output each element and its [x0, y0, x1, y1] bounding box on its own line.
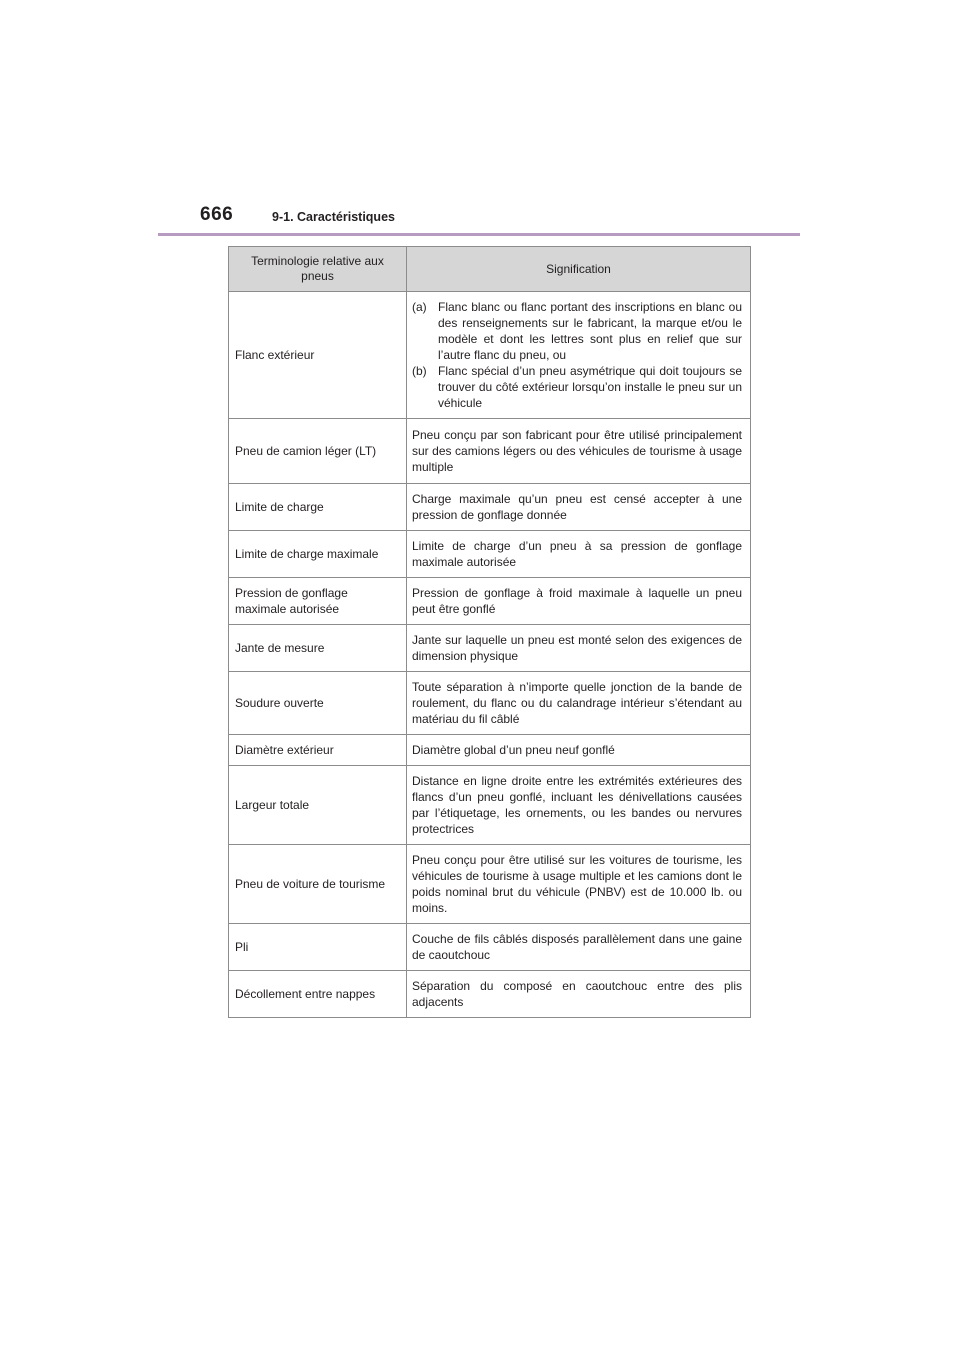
term-cell: Diamètre extérieur: [229, 735, 407, 766]
meaning-cell: Pression de gonflage à froid maximale à laquelle un pneu peut être gonflé: [407, 578, 751, 625]
list-item: [412, 363, 742, 411]
term-cell: Limite de charge: [229, 484, 407, 531]
meaning-cell: Pneu conçu par son fabricant pour être utilisé principalement sur des camions légers ou des véhicules de tourisme à usage multiple: [407, 419, 751, 484]
table-row: [229, 419, 751, 484]
meaning-cell: Pneu conçu pour être utilisé sur les voitures de tourisme, les véhicules de tourisme à usage multiple et les camions dont le poids nominal brut du véhicule (PNBV) est de 10.000 lb. ou moins.: [407, 845, 751, 924]
table-row: [229, 292, 751, 419]
table-row: [229, 625, 751, 672]
meaning-cell: Limite de charge d’un pneu à sa pression de gonflage maximale autorisée: [407, 531, 751, 578]
list-item-text: Flanc spécial d’un pneu asymétrique qui doit toujours se trouver du côté extérieur lorsqu’on installe le pneu sur un véhicule: [438, 364, 742, 410]
term-cell: Décollement entre nappes: [229, 971, 407, 1018]
term-cell: Flanc extérieur: [229, 292, 407, 419]
term-cell: Pneu de camion léger (LT): [229, 419, 407, 484]
table-row: [229, 766, 751, 845]
meaning-cell: Diamètre global d’un pneu neuf gonflé: [407, 735, 751, 766]
column-header-term: Terminologie relative aux pneus: [229, 247, 407, 292]
meaning-cell: Jante sur laquelle un pneu est monté selon des exigences de dimension physique: [407, 625, 751, 672]
term-cell: Soudure ouverte: [229, 672, 407, 735]
table-row: [229, 484, 751, 531]
term-cell: Largeur totale: [229, 766, 407, 845]
meaning-cell: Toute séparation à n’importe quelle jonction de la bande de roulement, du flanc ou du calandrage intérieur s’étendant au matériau du fil câblé: [407, 672, 751, 735]
list-marker: (b): [412, 364, 427, 378]
page-header: [158, 204, 800, 234]
page-number: 666: [200, 204, 234, 225]
meaning-cell: [407, 292, 751, 419]
table-row: [229, 971, 751, 1018]
table-row: [229, 924, 751, 971]
term-cell: Pli: [229, 924, 407, 971]
column-header-meaning: Signification: [407, 247, 751, 292]
list-item: [412, 299, 742, 363]
meaning-cell: Charge maximale qu’un pneu est censé accepter à une pression de gonflage donnée: [407, 484, 751, 531]
term-cell: Pneu de voiture de tourisme: [229, 845, 407, 924]
table-row: [229, 672, 751, 735]
tire-terminology-table: [228, 246, 751, 1018]
table-row: [229, 735, 751, 766]
list-item-text: Flanc blanc ou flanc portant des inscriptions en blanc ou des renseignements sur le fabricant, la marque et/ou le modèle et dont les lettres sont plus en relief que sur l’autre flanc du pneu, ou: [438, 300, 742, 362]
meaning-cell: Séparation du composé en caoutchouc entre des plis adjacents: [407, 971, 751, 1018]
term-cell: Jante de mesure: [229, 625, 407, 672]
list-marker: (a): [412, 300, 427, 314]
section-title: 9-1. Caractéristiques: [272, 210, 395, 224]
table-row: [229, 531, 751, 578]
header-divider: [158, 233, 800, 236]
term-cell: Limite de charge maximale: [229, 531, 407, 578]
meaning-cell: Distance en ligne droite entre les extrémités extérieures des flancs d’un pneu gonflé, incluant les dénivellations causées par l’étiquetage, les ornements, ou les bandes ou nervures protectrices: [407, 766, 751, 845]
term-cell: Pression de gonflage maximale autorisée: [229, 578, 407, 625]
table-row: [229, 845, 751, 924]
table-row: [229, 578, 751, 625]
meaning-cell: Couche de fils câblés disposés parallèlement dans une gaine de caoutchouc: [407, 924, 751, 971]
table-header-row: [229, 247, 751, 292]
